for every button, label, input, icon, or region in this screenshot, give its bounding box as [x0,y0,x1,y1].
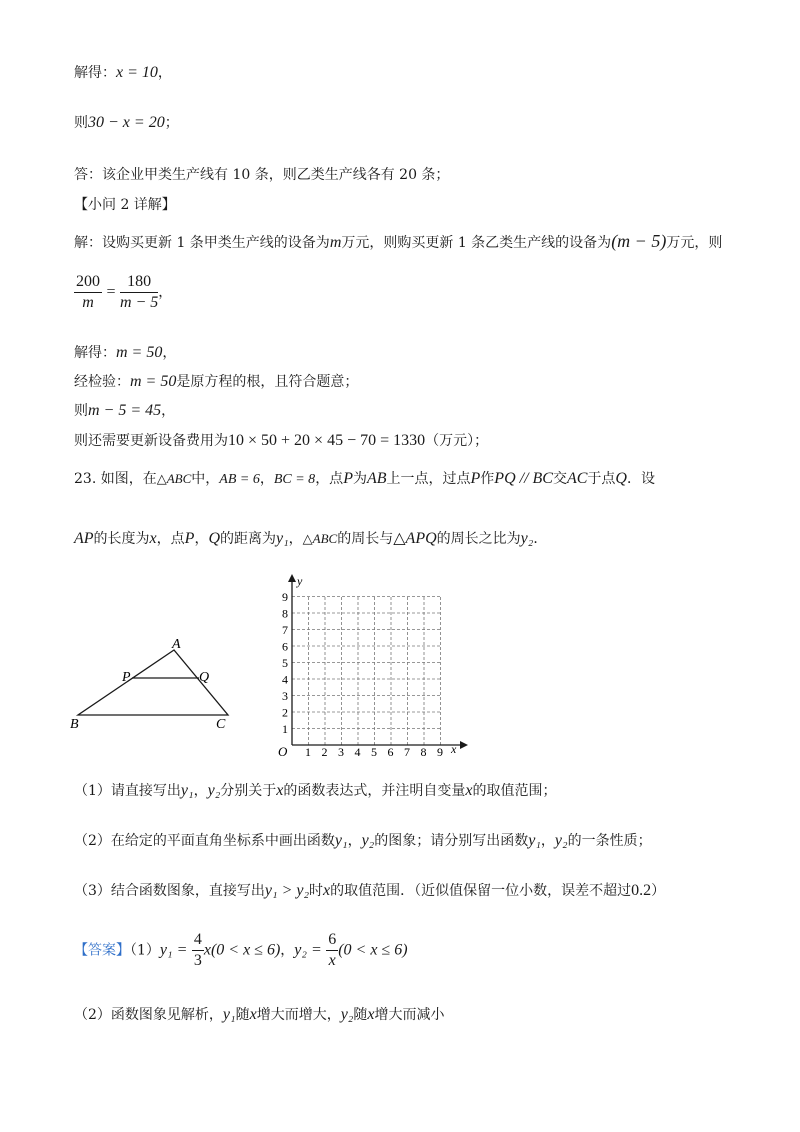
text: 的一条性质； [567,833,652,849]
math: x [249,1006,257,1023]
text: ， [540,833,555,849]
text: 的取值范围； [472,783,557,799]
text: 的取值范围．（近似值保留一位小数，误差不超过 [330,883,632,899]
text: ， [193,783,208,799]
math: m [329,234,342,251]
y-tick-label: 8 [282,606,288,621]
math: y₁ [528,832,541,849]
math: y₁ [180,782,194,799]
math: 30 − x = 20 [88,114,165,131]
x-tick-label: 2 [321,745,328,757]
denominator: m − 5 [119,294,159,311]
text: 万元，则购买更新 1 条乙类生产线的设备为 [341,235,612,251]
coordinate-grid [268,572,468,757]
vertex-label-b: B [70,717,79,732]
math: x = 10 [116,64,158,81]
grid-lines [292,597,441,746]
math: m = 50 [130,373,177,390]
math: m = 50 [116,344,163,361]
text: 为 [352,471,367,487]
math: △ABC [302,531,338,546]
equals: = [106,283,116,301]
math: Q [208,530,220,547]
math: y₁ > y₂ [264,882,310,899]
numerator: 6 [326,930,338,951]
fraction-right [120,272,158,313]
numerator: 180 [120,272,158,293]
line-m-minus-5 [74,402,175,420]
math: Q [615,470,627,487]
x-tick-label: 3 [338,745,344,757]
text: 解：设购买更新 1 条甲类生产线的设备为 [74,235,330,251]
text: 随 [235,1007,250,1023]
x-axis-label: x [451,742,457,756]
math: P [343,470,353,487]
subquestion-3 [74,882,665,900]
text: 的长度为 [93,531,150,547]
text: 随 [353,1007,368,1023]
math: PQ // BC [494,470,553,487]
y-tick-label: 3 [282,689,288,703]
line-verify [74,373,358,391]
math: P [184,530,195,547]
y-axis-label: y [297,574,303,588]
math: y₂ [520,530,534,547]
fraction-left [74,272,102,313]
x-tick-label: 8 [420,745,427,757]
text: 分别关于 [220,783,277,799]
text: （万元）； [425,433,489,449]
text: 则还需要更新设备费用为 [74,433,228,449]
text: ） [651,883,666,899]
line-then [74,114,179,132]
text: 万元，则 [666,235,723,251]
text: ， [157,65,172,81]
text: 的图象；请分别写出函数 [374,833,529,849]
text: 上一点，过点 [386,471,471,487]
line-solve-m [74,344,176,362]
line-fraction-equation [74,272,172,313]
text: 交 [552,471,567,487]
math: AB = 6 [219,472,260,487]
text: ， [158,284,173,301]
text: 的周长之比为 [436,531,521,547]
line-setup [74,232,722,252]
math: AP [74,530,94,547]
text: 解得： [74,345,116,361]
subquestion-1 [74,782,556,800]
text: 的距离为 [220,531,276,547]
text: ， [280,942,295,959]
origin-label: O [278,744,288,757]
text: ，点 [156,531,185,547]
math: (0 < x ≤ 6) [338,941,408,959]
fraction-six-over-x [326,930,338,971]
math: P [470,470,481,487]
q23-statement-line2 [74,530,547,548]
text: 则 [74,403,88,419]
text: （1）请直接写出 [74,783,181,799]
math: y₂ [361,832,375,849]
math: △APQ [393,530,437,547]
text: ； [164,115,179,131]
math: BC = 8 [273,472,316,487]
text: 时 [309,883,324,899]
text: ， [162,345,177,361]
answer-part2 [74,1006,444,1024]
x-tick-label: 9 [437,745,443,757]
text: 解得： [74,65,116,81]
math: x [149,530,157,547]
math: AB [366,470,387,487]
text: （2）函数图象见解析， [74,1007,223,1023]
math: △ABC [156,471,192,486]
math: x(0 < x ≤ 6) [203,941,281,959]
math: (m − 5) [611,231,667,251]
answer-tag: 【答案】 [74,942,130,959]
math: y₂ [554,832,568,849]
text: ， [161,403,176,419]
math: 0.2 [631,882,652,899]
answer-part1 [74,930,408,971]
q23-statement-line1 [74,470,655,489]
line-answer-part1: 答：该企业甲类生产线有 10 条，则乙类生产线各有 20 条； [74,167,450,183]
vertex-label-a: A [172,637,181,652]
fraction-four-thirds [192,930,204,971]
text: 增大而增大， [256,1007,341,1023]
text: ．设 [626,471,655,487]
text: （3）结合函数图象，直接写出 [74,883,265,899]
line-solve-x [74,64,172,82]
math: y₂ [340,1006,354,1023]
point-label-q: Q [199,670,210,685]
denominator: x [328,952,336,969]
tick-labels [282,590,443,757]
denominator: 3 [193,952,202,969]
section-heading-q2: 【小问 2 详解】 [74,197,176,213]
vertex-label-c: C [216,717,226,732]
x-tick-label: 7 [404,745,410,757]
math: m − 5 = 45 [88,402,162,419]
text: ， [288,531,303,547]
text: 中， [191,471,220,487]
y-tick-label: 9 [282,590,288,604]
triangle-figure [66,630,246,740]
text: 23. 如图，在 [74,471,157,487]
math: x [276,782,284,799]
x-axis-arrow-icon [460,741,468,749]
y-tick-label: 4 [282,672,288,687]
x-tick-label: 1 [305,745,311,757]
math: 10 × 50 + 20 × 45 − 70 = 1330 [228,432,426,449]
y-tick-label: 7 [282,623,288,637]
math: y₁ [334,832,348,849]
text: ， [347,833,362,849]
y-tick-label: 6 [282,639,288,654]
text: 的周长与 [337,531,394,547]
math: x [323,882,331,899]
math: y₂ = [294,941,322,959]
math: AC [566,470,588,487]
text: 则 [74,115,88,131]
math: y₁ [276,530,289,547]
text: 作 [480,471,495,487]
x-tick-label: 6 [387,745,394,757]
text: （2）在给定的平面直角坐标系中画出函数 [74,833,335,849]
denominator: m [82,294,94,311]
x-tick-label: 4 [354,745,361,757]
text: 于点 [587,471,616,487]
y-axis-arrow-icon [288,574,296,582]
text: 是原方程的根，且符合题意； [176,374,359,390]
subquestion-2 [74,832,652,850]
line-total-cost [74,432,488,450]
math: y₂ [207,782,221,799]
point-label-p: P [122,670,131,685]
text: ． [533,531,548,547]
y-tick-label: 5 [282,656,288,670]
text: 的函数表达式，并注明自变量 [283,783,466,799]
math: x [367,1006,375,1023]
math: y₁ = [159,941,188,959]
x-tick-label: 5 [371,745,377,757]
text: ，点 [315,471,344,487]
text: ， [194,531,209,547]
math: x [465,782,473,799]
text: 增大而减小 [374,1007,445,1023]
text: （1） [130,942,160,959]
math: y₁ [222,1006,236,1023]
numerator: 200 [74,272,102,293]
text: ， [259,471,274,487]
y-tick-label: 2 [282,705,288,720]
text: 经检验： [74,374,130,390]
y-tick-label: 1 [282,722,288,736]
numerator: 4 [192,930,204,951]
